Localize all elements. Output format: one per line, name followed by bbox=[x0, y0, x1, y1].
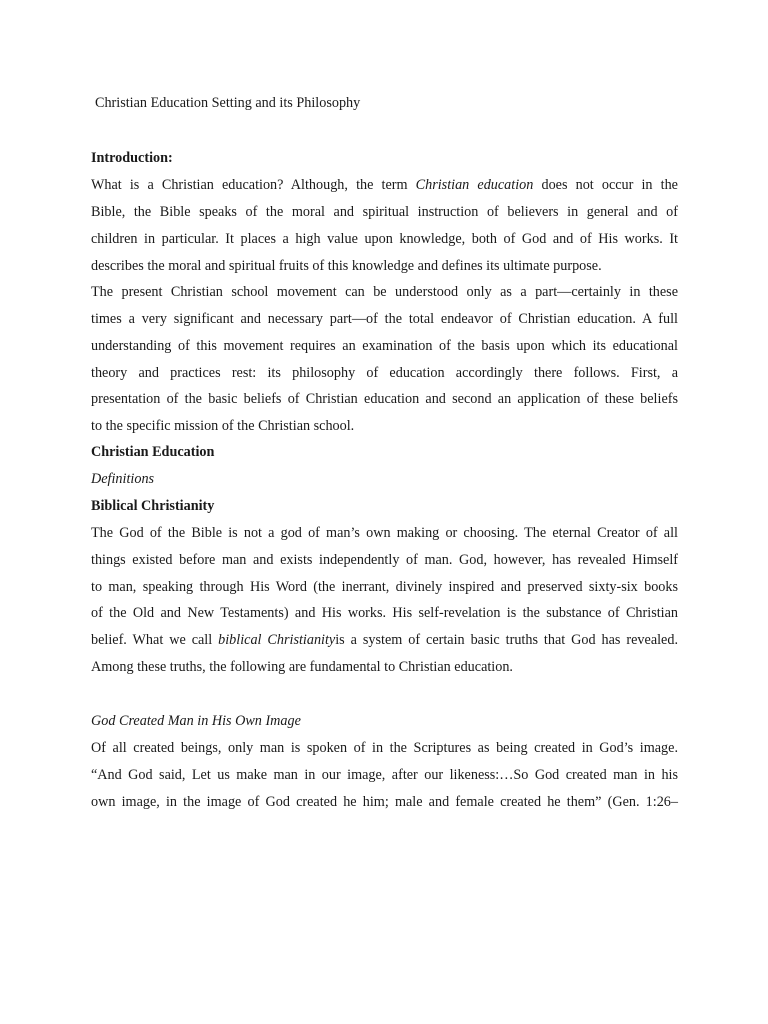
christian-education-heading: Christian Education bbox=[91, 444, 215, 460]
movement-line-5: presentation of the basic beliefs of Christian education and second an application of these beliefs bbox=[91, 391, 678, 407]
biblical-line-3: to man, speaking through His Word (the inerrant, divinely inspired and preserved sixty-six books bbox=[91, 579, 678, 595]
term-christian-education: Christian education bbox=[415, 177, 534, 193]
document-title: Christian Education Setting and its Philosophy bbox=[95, 95, 361, 111]
definitions-heading: Definitions bbox=[91, 471, 155, 487]
movement-line-6: to the specific mission of the Christian school. bbox=[91, 418, 355, 434]
intro-line-3: children in particular. It places a high value upon knowledge, both of God and of His works. It bbox=[91, 231, 678, 247]
intro-line-1-start: What is a Christian education? Although, the term bbox=[91, 177, 416, 193]
intro-line-2: Bible, the Bible speaks of the moral and spiritual instruction of believers in general and of bbox=[91, 204, 678, 220]
image-line-1: Of all created beings, only man is spoken of in the Scriptures as being created in God’s image. bbox=[91, 740, 678, 756]
movement-line-4: theory and practices rest: its philosophy of education accordingly there follows. First, a bbox=[91, 365, 678, 381]
biblical-line-5-end: is a system of certain basic truths that God has revealed. bbox=[335, 632, 678, 648]
biblical-line-6: Among these truths, the following are fundamental to Christian education. bbox=[91, 659, 513, 675]
image-line-3: own image, in the image of God created he him; male and female created he them” (Gen. 1:26– bbox=[91, 794, 678, 810]
biblical-line-1: The God of the Bible is not a god of man’s own making or choosing. The eternal Creator of all bbox=[91, 525, 678, 541]
intro-line-4: describes the moral and spiritual fruits of this knowledge and defines its ultimate purpose. bbox=[91, 258, 602, 274]
biblical-line-5-start: belief. What we call bbox=[91, 632, 219, 648]
intro-line-1-end: does not occur in the bbox=[533, 177, 678, 193]
term-biblical-christianity: biblical Christianity bbox=[218, 632, 336, 648]
biblical-line-5 bbox=[91, 631, 678, 649]
movement-line-3: understanding of this movement requires an examination of the basis upon which its educational bbox=[91, 338, 678, 354]
movement-line-2: times a very significant and necessary part—of the total endeavor of Christian education. A full bbox=[91, 311, 678, 327]
image-heading: God Created Man in His Own Image bbox=[91, 713, 301, 729]
intro-line-1 bbox=[91, 176, 678, 194]
biblical-christianity-heading: Biblical Christianity bbox=[91, 498, 215, 514]
introduction-heading: Introduction: bbox=[91, 150, 173, 166]
image-line-2: “And God said, Let us make man in our image, after our likeness:…So God created man in his bbox=[91, 767, 678, 783]
movement-line-1: The present Christian school movement can be understood only as a part—certainly in these bbox=[91, 284, 678, 300]
biblical-line-2: things existed before man and exists independently of man. God, however, has revealed Himself bbox=[91, 552, 678, 568]
biblical-line-4: of the Old and New Testaments) and His works. His self-revelation is the substance of Christian bbox=[91, 605, 678, 621]
